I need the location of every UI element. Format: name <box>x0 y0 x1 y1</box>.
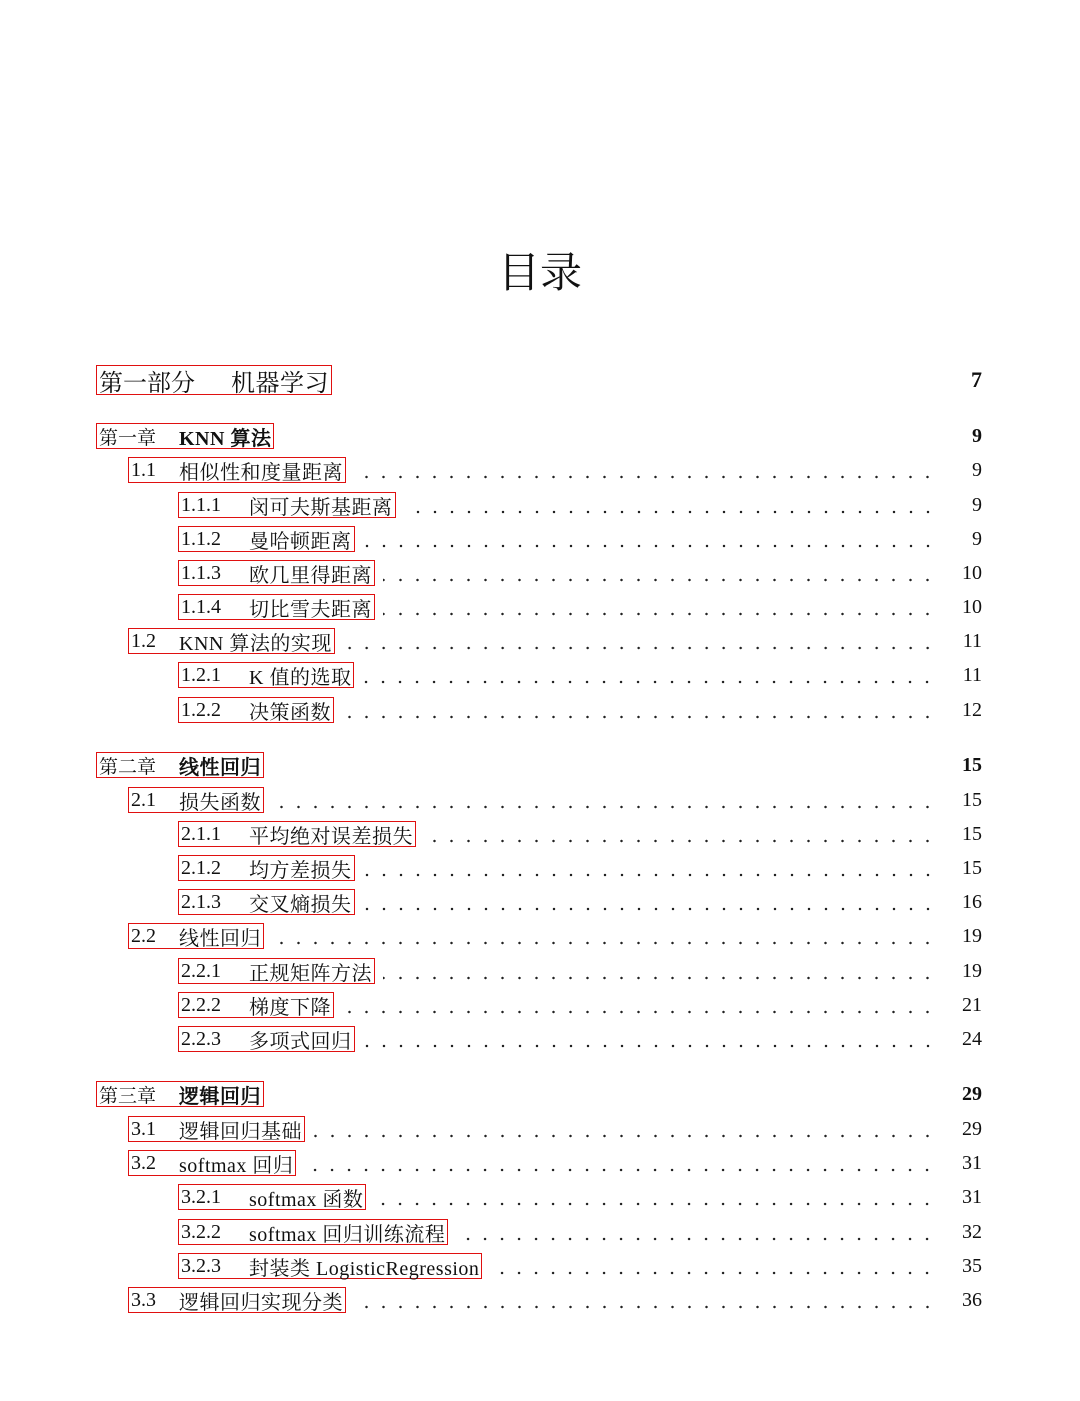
toc-entry-label: 梯度下降 <box>249 996 331 1019</box>
toc-leader-dots <box>342 995 936 1015</box>
toc-page-number: 36 <box>962 1288 982 1311</box>
toc-leader-dots <box>272 790 936 810</box>
toc-entry-number: 3.2.1 <box>181 1185 221 1208</box>
toc-entry-label: 损失函数 <box>179 791 261 814</box>
toc-link[interactable] <box>96 365 332 395</box>
toc-page-number: 15 <box>962 856 982 879</box>
toc-entry-label: 切比雪夫距离 <box>249 598 372 621</box>
toc-entry-label: KNN 算法的实现 <box>179 632 332 655</box>
toc-entry-sec <box>0 1147 1080 1179</box>
toc-link[interactable] <box>96 1081 264 1107</box>
toc-entry-label: KNN 算法 <box>179 427 272 450</box>
toc-page-number: 9 <box>972 458 982 481</box>
toc-entry-number: 2.2.1 <box>181 959 221 982</box>
toc-entry-number: 2.1.1 <box>181 822 221 845</box>
toc-page-number: 9 <box>972 527 982 550</box>
toc-entry-sub <box>0 523 1080 555</box>
toc-page-number: 10 <box>962 561 982 584</box>
toc-entry-sub <box>0 955 1080 987</box>
toc-entry-number: 第一章 <box>99 426 157 449</box>
toc-entry-sec <box>0 1113 1080 1145</box>
toc-link[interactable] <box>178 821 416 847</box>
toc-link[interactable] <box>178 958 375 984</box>
toc-entry-number: 1.2.1 <box>181 663 221 686</box>
toc-leader-dots <box>362 665 936 685</box>
toc-link[interactable] <box>178 526 355 552</box>
toc-leader-dots <box>363 892 937 912</box>
toc-entry-sec <box>0 625 1080 657</box>
toc-page-number: 21 <box>962 993 982 1016</box>
toc-page-number: 35 <box>962 1254 982 1277</box>
toc-entry-sec <box>0 920 1080 952</box>
toc-entry-sub <box>0 1023 1080 1055</box>
toc-link[interactable] <box>128 628 335 654</box>
toc-page-number: 31 <box>962 1151 982 1174</box>
toc-leader-dots <box>354 1290 936 1310</box>
toc-link[interactable] <box>178 662 354 688</box>
toc-entry-label: softmax 函数 <box>249 1188 364 1211</box>
toc-leader-dots <box>374 1187 936 1207</box>
toc-entry-label: 交叉熵损失 <box>249 893 352 916</box>
toc-entry-number: 1.1.2 <box>181 527 221 550</box>
toc-entry-sub <box>0 818 1080 850</box>
toc-entry-chap <box>0 420 1080 452</box>
toc-entry-number: 1.1.1 <box>181 493 221 516</box>
toc-link[interactable] <box>128 457 346 483</box>
toc-entry-number: 1.1.4 <box>181 595 221 618</box>
toc-entry-sub <box>0 659 1080 691</box>
toc-entry-number: 2.1.2 <box>181 856 221 879</box>
toc-entry-sub <box>0 852 1080 884</box>
toc-link[interactable] <box>128 787 264 813</box>
toc-leader-dots <box>272 926 936 946</box>
toc-link[interactable] <box>178 1026 355 1052</box>
toc-entry-part <box>0 362 1080 398</box>
toc-link[interactable] <box>128 1116 305 1142</box>
toc-page-number: 11 <box>962 663 982 686</box>
toc-page-number: 29 <box>962 1117 982 1140</box>
toc-entry-sub <box>0 989 1080 1021</box>
toc-link[interactable] <box>178 492 396 518</box>
toc-leader-dots <box>354 460 936 480</box>
toc-link[interactable] <box>128 1287 346 1313</box>
toc-link[interactable] <box>96 752 264 778</box>
toc-page-number: 15 <box>962 822 982 845</box>
toc-entry-sub <box>0 886 1080 918</box>
toc-entry-number: 第一部分 <box>99 368 195 397</box>
toc-link[interactable] <box>178 1184 366 1210</box>
toc-leader-dots <box>424 824 936 844</box>
toc-leader-dots <box>490 1256 936 1276</box>
toc-page-number: 11 <box>962 629 982 652</box>
toc-page-number: 9 <box>972 424 982 447</box>
toc-page-number: 32 <box>962 1220 982 1243</box>
toc-entry-sec <box>0 1284 1080 1316</box>
toc-link[interactable] <box>178 560 375 586</box>
toc-entry-sub <box>0 1181 1080 1213</box>
toc-entry-number: 1.1 <box>131 458 156 481</box>
toc-entry-label: softmax 回归训练流程 <box>249 1223 446 1246</box>
toc-page-number: 15 <box>962 753 982 776</box>
toc-entry-sub <box>0 1250 1080 1282</box>
toc-leader-dots <box>383 961 936 981</box>
toc-entry-label: 欧几里得距离 <box>249 564 372 587</box>
toc-entry-label: 线性回归 <box>179 927 261 950</box>
toc-entry-label: 闵可夫斯基距离 <box>249 496 393 519</box>
toc-page-number: 10 <box>962 595 982 618</box>
toc-entry-number: 2.2.3 <box>181 1027 221 1050</box>
toc-entry-label: softmax 回归 <box>179 1154 294 1177</box>
toc-page-number: 24 <box>962 1027 982 1050</box>
toc-leader-dots <box>383 563 936 583</box>
toc-link[interactable] <box>178 855 355 881</box>
toc-entry-number: 3.1 <box>131 1117 156 1140</box>
toc-entry-label: 封装类 LogisticRegression <box>249 1257 480 1280</box>
toc-entry-number: 3.2.2 <box>181 1220 221 1243</box>
toc-leader-dots <box>404 495 937 515</box>
toc-entry-number: 2.2 <box>131 924 156 947</box>
toc-page-number: 9 <box>972 493 982 516</box>
toc-page-number: 12 <box>962 698 982 721</box>
toc-entry-label: K 值的选取 <box>249 666 352 689</box>
toc-leader-dots <box>342 700 936 720</box>
toc-entry-label: 逻辑回归基础 <box>179 1120 302 1143</box>
toc-link[interactable] <box>178 1253 482 1279</box>
toc-leader-dots <box>363 858 937 878</box>
toc-entry-number: 1.2.2 <box>181 698 221 721</box>
toc-entry-number: 第二章 <box>99 755 157 778</box>
toc-entry-sec <box>0 784 1080 816</box>
toc-entry-label: 逻辑回归 <box>179 1085 261 1108</box>
toc-entry-label: 决策函数 <box>249 701 331 724</box>
toc-page-number: 19 <box>962 924 982 947</box>
toc-entry-chap <box>0 1078 1080 1110</box>
toc-leader-dots <box>456 1222 936 1242</box>
toc-entry-number: 3.3 <box>131 1288 156 1311</box>
toc-page-number: 19 <box>962 959 982 982</box>
toc-entry-number: 2.2.2 <box>181 993 221 1016</box>
toc-entry-sub <box>0 694 1080 726</box>
toc-entry-label: 机器学习 <box>231 368 329 397</box>
page-title: 目录 <box>497 248 582 297</box>
toc-leader-dots <box>304 1153 936 1173</box>
toc-link[interactable] <box>128 1150 296 1176</box>
toc-entry-sub <box>0 1216 1080 1248</box>
toc-link[interactable] <box>178 992 334 1018</box>
toc-entry-label: 正规矩阵方法 <box>249 962 372 985</box>
toc-entry-number: 3.2 <box>131 1151 156 1174</box>
toc-page-number: 16 <box>962 890 982 913</box>
toc-entry-label: 线性回归 <box>179 756 261 779</box>
toc-entry-number: 2.1.3 <box>181 890 221 913</box>
toc-entry-label: 相似性和度量距离 <box>179 461 343 484</box>
toc-link[interactable] <box>128 923 264 949</box>
toc-entry-label: 平均绝对误差损失 <box>249 825 413 848</box>
toc-entry-chap <box>0 749 1080 781</box>
toc-entry-sub <box>0 489 1080 521</box>
toc-page-number: 31 <box>962 1185 982 1208</box>
toc-entry-number: 第三章 <box>99 1084 157 1107</box>
toc-entry-label: 均方差损失 <box>249 859 352 882</box>
toc-page-number: 29 <box>962 1082 982 1105</box>
toc-link[interactable] <box>178 697 334 723</box>
toc-entry-number: 2.1 <box>131 788 156 811</box>
toc-entry-number: 1.2 <box>131 629 156 652</box>
toc-entry-number: 3.2.3 <box>181 1254 221 1277</box>
toc-leader-dots <box>383 597 936 617</box>
toc-entry-number: 1.1.3 <box>181 561 221 584</box>
toc-leader-dots <box>313 1119 936 1139</box>
toc-link[interactable] <box>178 1219 448 1245</box>
toc-page-number: 7 <box>971 367 982 392</box>
toc-leader-dots <box>363 529 937 549</box>
toc-entry-label: 曼哈顿距离 <box>249 530 352 553</box>
toc-entry-sub <box>0 557 1080 589</box>
toc-entry-sec <box>0 454 1080 486</box>
toc-link[interactable] <box>178 594 375 620</box>
toc-entry-label: 多项式回归 <box>249 1030 352 1053</box>
toc-entry-sub <box>0 591 1080 623</box>
toc-leader-dots <box>363 1029 937 1049</box>
toc-link[interactable] <box>178 889 355 915</box>
toc-entry-label: 逻辑回归实现分类 <box>179 1291 343 1314</box>
toc-leader-dots <box>343 631 936 651</box>
toc-page-number: 15 <box>962 788 982 811</box>
toc-link[interactable] <box>96 423 274 449</box>
